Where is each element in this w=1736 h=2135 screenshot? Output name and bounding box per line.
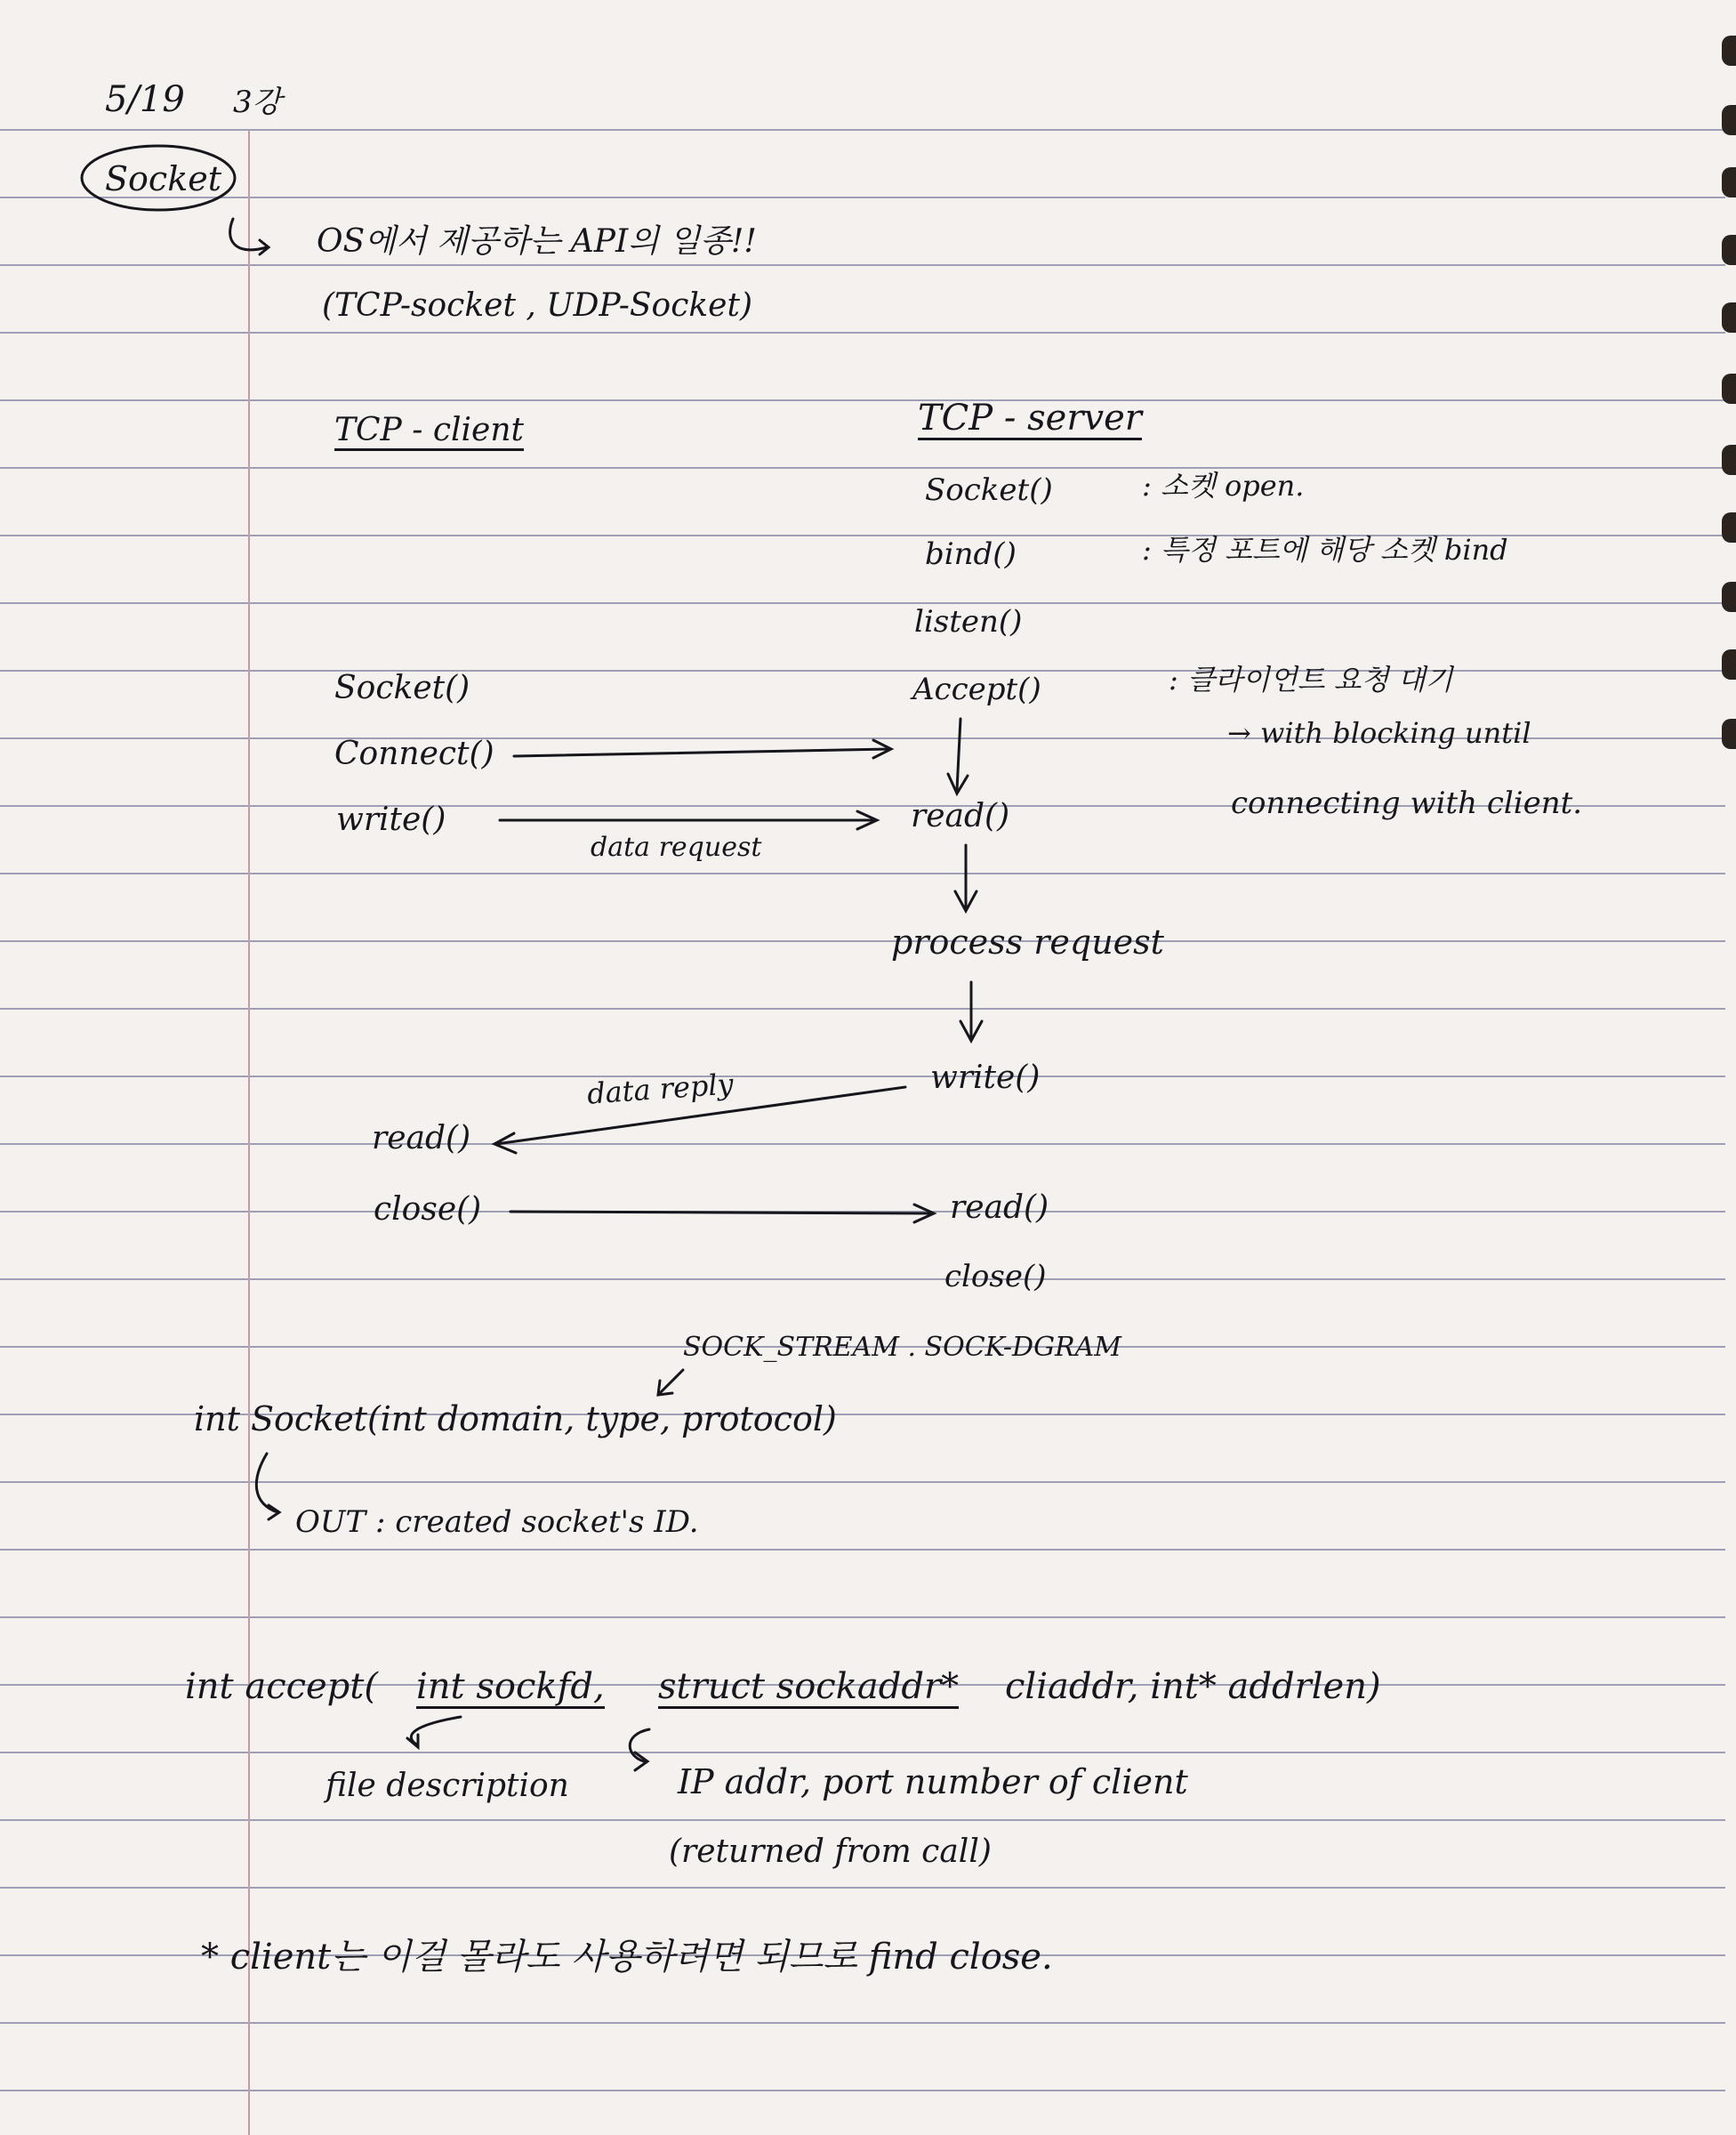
client-connect: Connect() (334, 736, 494, 772)
arrow-connect (514, 749, 889, 756)
accept-sockaddr-desc-2: (returned from call) (669, 1833, 992, 1870)
server-heading: TCP - server (918, 398, 1142, 439)
server-bind-note: : 특정 포트에 해당 소켓 bind (1142, 533, 1508, 567)
socket-signature: int Socket(int domain, type, protocol) (194, 1399, 837, 1438)
server-accept-note-2: → with blocking until (1227, 716, 1531, 750)
arrow-close (510, 1212, 932, 1213)
topic-title: Socket (105, 159, 221, 198)
socket-output-note: OUT : created socket's ID. (295, 1504, 699, 1540)
type-pointer (660, 1370, 683, 1393)
socket-type-options: SOCK_STREAM . SOCK-DGRAM (683, 1332, 1122, 1363)
client-write: write() (336, 802, 446, 838)
data-request-label: data request (591, 832, 762, 863)
server-listen: listen() (914, 604, 1023, 640)
server-read: read() (911, 798, 1010, 834)
footnote: * client는 이걸 몰라도 사용하려면 되므로 find close. (201, 1937, 1053, 1978)
server-accept-note-3: connecting with client. (1231, 786, 1583, 821)
intro-line-2: (TCP-socket , UDP-Socket) (322, 287, 752, 324)
client-close: close() (374, 1191, 482, 1228)
server-accept-note: : 클라이언트 요청 대기 (1169, 663, 1453, 697)
client-heading: TCP - client (334, 415, 524, 451)
lecture-number: 3강 (233, 85, 282, 120)
server-process: process request (891, 922, 1164, 962)
server-write: write() (930, 1059, 1041, 1096)
accept-param-sockfd: int sockfd, (416, 1666, 605, 1707)
server-bind: bind() (925, 536, 1017, 572)
accept-sockaddr-desc: IP addr, port number of client (678, 1762, 1188, 1801)
data-reply-label: data reply (585, 1067, 735, 1111)
server-close: close() (944, 1259, 1047, 1294)
accept-signature-rest: cliaddr, int* addrlen) (1005, 1666, 1381, 1707)
server-socket-note: : 소켓 open. (1142, 469, 1305, 503)
arrow-accept-read (957, 719, 960, 790)
server-socket: Socket() (925, 472, 1053, 508)
spiral-binding (1709, 0, 1736, 2135)
accept-signature-prefix: int accept( (185, 1666, 378, 1707)
server-accept: Accept() (912, 672, 1041, 707)
date: 5/19 (105, 79, 185, 120)
client-socket: Socket() (334, 670, 470, 706)
accept-param-sockaddr: struct sockaddr* (658, 1666, 960, 1707)
server-read-2: read() (950, 1189, 1049, 1226)
client-read: read() (372, 1120, 471, 1156)
accept-sockfd-desc: file description (326, 1768, 569, 1804)
intro-line-1: OS에서 제공하는 API의 일종!! (317, 223, 757, 260)
